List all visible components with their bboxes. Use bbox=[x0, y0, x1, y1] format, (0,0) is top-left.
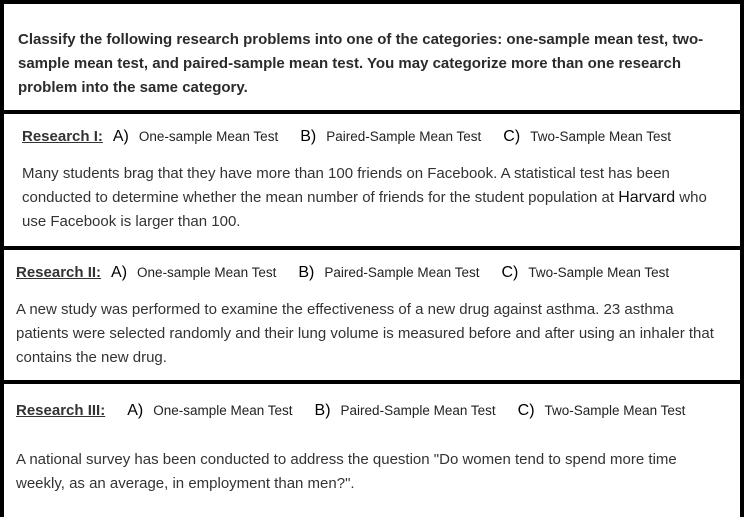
research-2-question: A new study was performed to examine the effectiveness of a new drug against asthma. 23 asthma patients were selected randomly and their lung volume is measured before and after using an inhaler that contains the new drug. bbox=[16, 301, 714, 366]
research-3-option-a-text[interactable]: One-sample Mean Test bbox=[153, 403, 293, 418]
research-3-option-c-letter[interactable]: C) bbox=[517, 402, 535, 419]
research-1-option-b-text[interactable]: Paired-Sample Mean Test bbox=[326, 129, 482, 144]
research-3-option-c-text[interactable]: Two-Sample Mean Test bbox=[544, 403, 686, 418]
research-1-question-highlight: Harvard bbox=[618, 189, 676, 206]
research-2-option-a-letter[interactable]: A) bbox=[111, 264, 128, 281]
research-1-option-a-text[interactable]: One-sample Mean Test bbox=[138, 129, 279, 144]
research-3-option-b-letter[interactable]: B) bbox=[314, 402, 331, 419]
research-1-question-part1: Many students brag that they have more than 100 friends on Facebook. A statistical test has been conducted to determine whether the mean number of friends for the student population at bbox=[22, 165, 670, 206]
research-2-option-c-letter[interactable]: C) bbox=[501, 264, 519, 281]
research-1-option-c-text[interactable]: Two-Sample Mean Test bbox=[530, 129, 672, 144]
research-1-label: Research I: bbox=[22, 128, 103, 145]
research-3-options bbox=[16, 402, 726, 428]
research-1-question-part2: who use Facebook is larger than 100. bbox=[22, 189, 707, 230]
research-2-option-c-text[interactable]: Two-Sample Mean Test bbox=[528, 265, 670, 280]
research-1-options bbox=[22, 128, 726, 154]
research-3-label: Research III: bbox=[16, 402, 106, 419]
instructions-panel bbox=[0, 0, 744, 112]
research-2-option-b-letter[interactable]: B) bbox=[298, 264, 315, 281]
research-1-option-c-letter[interactable]: C) bbox=[503, 128, 521, 145]
research-2-option-b-text[interactable]: Paired-Sample Mean Test bbox=[324, 265, 480, 280]
research-2-options bbox=[16, 264, 726, 290]
research-3-option-a-letter[interactable]: A) bbox=[127, 402, 144, 419]
research-3-option-b-text[interactable]: Paired-Sample Mean Test bbox=[340, 403, 496, 418]
research-3-panel bbox=[0, 380, 744, 517]
research-1-option-b-letter[interactable]: B) bbox=[300, 128, 317, 145]
research-1-panel bbox=[0, 110, 744, 250]
research-1-question bbox=[22, 162, 727, 234]
research-2-panel bbox=[0, 246, 744, 384]
research-2-label: Research II: bbox=[16, 264, 102, 281]
research-1-option-a-letter[interactable]: A) bbox=[112, 128, 129, 145]
instructions-text: Classify the following research problems into one of the categories: one-sample mean test, two-sample mean test, and paired-sample mean test. You may categorize more than one research problem into the same category. bbox=[18, 31, 704, 96]
research-3-question: A national survey has been conducted to address the question "Do women tend to spend more time weekly, as an average, in employment than men?". bbox=[16, 451, 677, 492]
research-2-option-a-text[interactable]: One-sample Mean Test bbox=[137, 265, 277, 280]
